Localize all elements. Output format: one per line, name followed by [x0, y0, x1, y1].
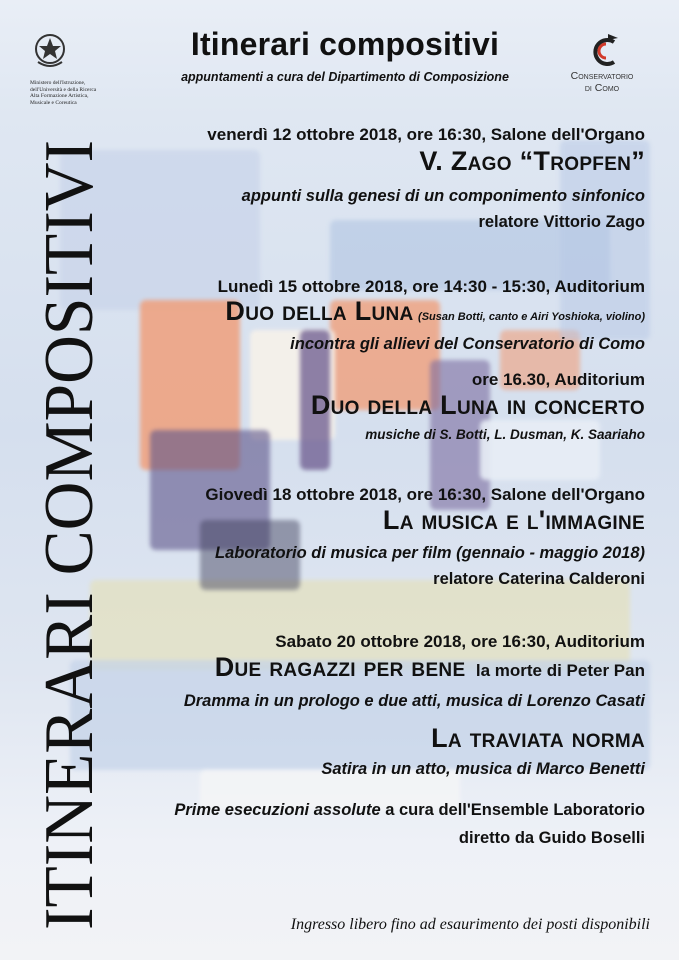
conservatory-logo-icon: [588, 32, 620, 70]
event-4-premiere-italic: Prime esecuzioni assolute: [174, 801, 381, 819]
event-2-description: incontra gli allievi del Conservatorio di Como: [290, 335, 645, 353]
page-subtitle: appuntamenti a cura del Dipartimento di Composizione: [181, 70, 509, 84]
vertical-title-text: ITINERARI COMPOSITIVI: [31, 125, 108, 930]
footer-note: Ingresso libero fino ad esaurimento dei posti disponibili: [290, 916, 650, 933]
vertical-title: [18, 125, 108, 935]
conservatory-name: Conservatorio di Como: [570, 70, 634, 94]
event-2-music: musiche di S. Botti, L. Dusman, K. Saariaho: [365, 427, 645, 442]
event-3-title: La musica e l'immagine: [382, 505, 645, 535]
event-2-date: Lunedì 15 ottobre 2018, ore 14:30 - 15:30, Auditorium: [217, 277, 645, 296]
event-4-premiere-row: [174, 801, 645, 820]
event-1-date: venerdì 12 ottobre 2018, ore 16:30, Salone dell'Organo: [207, 125, 645, 144]
event-1-speaker: relatore Vittorio Zago: [478, 213, 645, 231]
event-4-second-title: La traviata norma: [431, 723, 645, 753]
event-4-title-row: [215, 652, 645, 683]
event-4-title-suffix: la morte di Peter Pan: [475, 661, 645, 680]
header: [0, 0, 679, 110]
event-2-title-row: [225, 296, 645, 327]
page-title: Itinerari compositivi: [190, 26, 500, 62]
event-2-performers: (Susan Botti, canto e Airi Yoshioka, violino): [418, 311, 645, 323]
italian-republic-emblem-icon: [32, 30, 68, 72]
event-2-title: Duo della Luna: [225, 296, 414, 326]
event-3-date: Giovedì 18 ottobre 2018, ore 16:30, Salone dell'Organo: [205, 485, 645, 504]
event-4-title: Due ragazzi per bene: [214, 652, 466, 682]
ministry-text: Ministero dell'Istruzione, dell'Università e della Ricerca Alta Formazione Artistica, Musicale e Coreutica: [30, 80, 97, 106]
event-4-director: diretto da Guido Boselli: [458, 829, 645, 847]
event-3-speaker: relatore Caterina Calderoni: [433, 570, 645, 588]
event-3-description: Laboratorio di musica per film (gennaio - maggio 2018): [215, 544, 645, 562]
event-4-description: Dramma in un prologo e due atti, musica di Lorenzo Casati: [183, 692, 645, 710]
event-1-description: appunti sulla genesi di un componimento sinfonico: [241, 187, 645, 205]
event-1-title: V. Zago “Tropfen”: [419, 146, 645, 176]
event-2-concert-title: Duo della Luna in concerto: [310, 390, 645, 420]
event-4-second-description: Satira in un atto, musica di Marco Benetti: [321, 760, 645, 778]
event-2-concert-date: ore 16.30, Auditorium: [471, 370, 645, 389]
event-4-premiere-rest: a cura dell'Ensemble Laboratorio: [380, 801, 645, 819]
event-4-date: Sabato 20 ottobre 2018, ore 16:30, Auditorium: [275, 632, 645, 651]
